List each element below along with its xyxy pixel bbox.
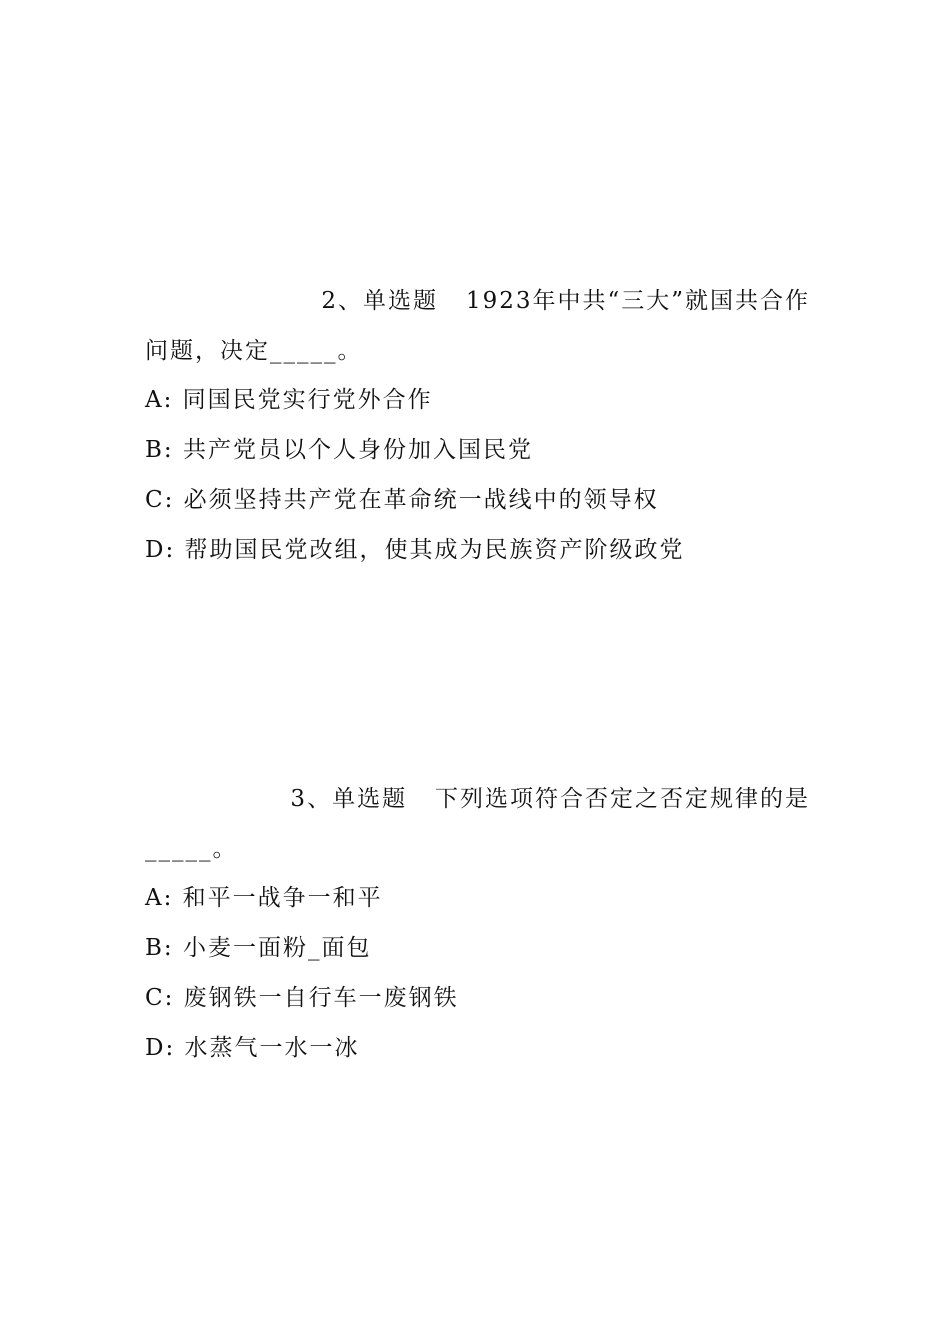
question-3-stem-line1: 下列选项符合否定之否定规律的是 (435, 786, 810, 812)
option-text: 共产党员以个人身份加入国民党 (182, 437, 533, 463)
option-letter: A: (145, 885, 174, 911)
question-3-stem-line2: _____。 (145, 836, 238, 862)
question-3-option-c (145, 983, 815, 1013)
option-letter: D: (145, 1035, 176, 1061)
question-3-header (145, 784, 810, 814)
option-text: 帮助国民党改组，使其成为民族资产阶级政党 (184, 537, 685, 563)
option-text: 必须坚持共产党在革命统一战线中的领导权 (183, 487, 659, 513)
question-3-option-b (145, 933, 815, 963)
question-3-option-d (145, 1033, 815, 1063)
question-2-stem-line2: 问题，决定_____。 (145, 338, 363, 364)
question-2-type: 、单选题 (338, 288, 438, 314)
option-letter: B: (145, 437, 174, 463)
question-2-number: 2 (321, 288, 338, 314)
option-text: 小麦一面粉_面包 (182, 935, 372, 961)
question-2-stem-line1: 1923年中共“三大”就国共合作 (465, 288, 810, 314)
option-letter: D: (145, 537, 176, 563)
option-text: 同国民党实行党外合作 (182, 387, 433, 413)
question-2-option-a (145, 385, 815, 415)
option-letter: C: (145, 487, 175, 513)
question-3-number: 3 (290, 786, 308, 812)
option-text: 水蒸气一水一冰 (184, 1035, 360, 1061)
option-letter: B: (145, 935, 174, 961)
option-text: 废钢铁一自行车一废钢铁 (183, 985, 459, 1011)
question-2-option-c (145, 485, 815, 515)
question-2-header (145, 286, 810, 316)
question-2-option-d (145, 535, 815, 565)
option-letter: C: (145, 985, 175, 1011)
option-letter: A: (145, 387, 174, 413)
option-text: 和平一战争一和平 (182, 885, 383, 911)
question-3-type: 、单选题 (307, 786, 408, 812)
question-3-option-a (145, 883, 815, 913)
question-2-option-b (145, 435, 815, 465)
